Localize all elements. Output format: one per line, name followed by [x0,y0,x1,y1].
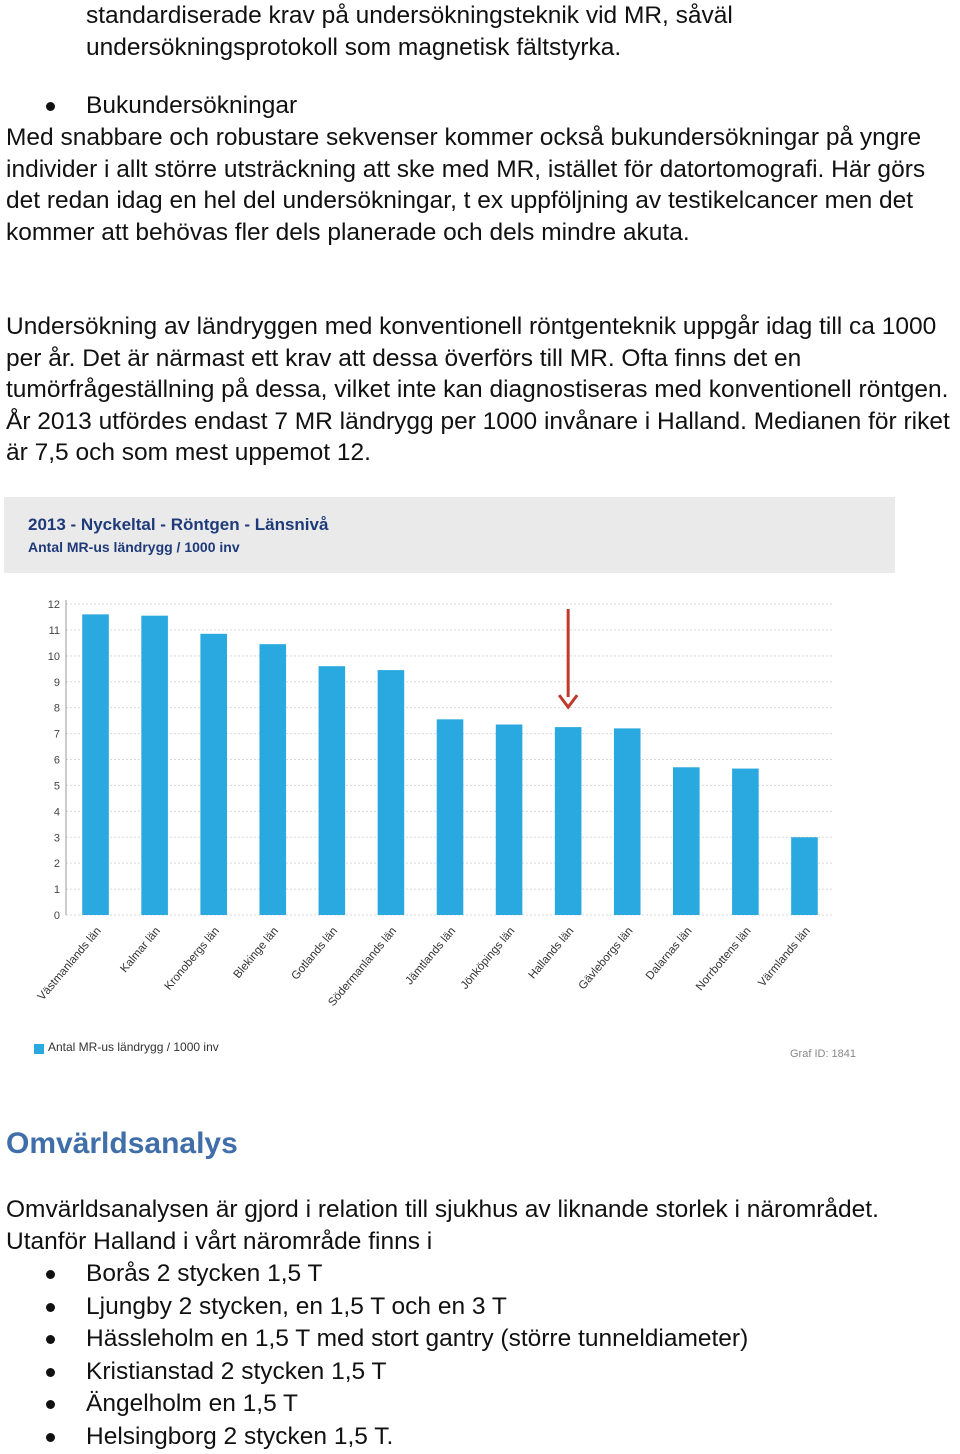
list-item [0,1421,748,1454]
list-item-text: Kristianstad 2 stycken 1,5 T [86,1357,387,1385]
paragraph-landrygg: Undersökning av ländryggen med konventionell röntgenteknik uppgår idag till ca 1000 per år. Det är närmast ett krav att dessa överförs till MR. Ofta finns det en tumörfrågeställning på dessa, vilket inte kan diagnostiseras med konventionell röntgen. År 2013 utfördes endast 7 MR ländrygg per 1000 invånare i Halland. Medianen för riket är 7,5 och som mest uppemot 12. [6,313,950,466]
bar-chart [4,497,900,1077]
legend-swatch [34,1044,44,1054]
y-tick-label: 9 [53,676,60,689]
bar [82,614,109,915]
intro-line-2: undersökningsprotokoll som magnetisk fältstyrka. [86,33,622,61]
list-item-text: Borås 2 stycken 1,5 T [86,1260,323,1287]
bullet-icon [46,1433,55,1442]
x-tick-label: Västmanlands län [35,925,104,1003]
bar [378,670,405,915]
list-item [0,1258,748,1291]
y-tick-label: 0 [53,910,60,922]
x-tick-label: Värmlands län [756,925,813,990]
y-tick-label: 1 [53,884,60,897]
y-tick-label: 6 [53,754,60,767]
chart-plot [4,497,900,1077]
section-paragraph: Omvärldsanalysen är gjord i relation till sjukhus av liknande storlek i närområdet. Utanför Halland i vårt närområde finns i [6,1196,879,1255]
list-item [0,1323,748,1356]
legend-label: Antal MR-us ländrygg / 1000 inv [48,1040,219,1054]
chart-title: 2013 - Nyckeltal - Röntgen - Länsnivå [28,515,329,534]
location-list [0,1258,748,1454]
x-tick-label: Kronobergs län [162,925,222,993]
list-item-text: Helsingborg 2 stycken 1,5 T. [86,1422,394,1450]
bar [673,767,700,915]
list-item [0,1356,748,1389]
list-item [0,1291,748,1324]
list-item-text: Ljungby 2 stycken, en 1,5 T och en 3 T [86,1292,507,1320]
bullet-icon [46,1400,55,1409]
y-tick-label: 7 [53,728,60,741]
bar [437,719,464,915]
bar [791,837,818,915]
x-tick-label: Kalmar län [118,925,163,976]
bar [614,728,641,915]
y-tick-label: 10 [47,650,60,663]
list-item-text: Hässleholm en 1,5 T med stort gantry (större tunneldiameter) [86,1325,749,1353]
y-tick-label: 11 [48,624,60,637]
bar [319,666,346,915]
bullet-icon [46,1303,55,1312]
x-tick-label: Gävleborgs län [576,925,636,993]
bullet-body: Med snabbare och robustare sekvenser kommer också bukundersökningar på yngre individer i allt större utsträckning att ske med MR, istället för datortomografi. Här görs det redan idag en hel del undersökningar, t ex uppföljning av testikelcancer men det kommer att behövas fler dels planerade och dels mindre akuta. [6,124,926,246]
y-tick-label: 4 [53,806,60,819]
y-tick-label: 3 [53,832,60,845]
x-tick-label: Norrbottens län [693,925,754,994]
bar [141,616,168,915]
graph-id: Graf ID: 1841 [790,1048,857,1060]
bullet-title: Bukundersökningar [86,92,298,119]
bar [496,725,523,915]
list-item [0,1388,748,1421]
bar [259,644,286,915]
bar [200,634,227,915]
x-tick-label: Blekinge län [231,925,282,981]
bullet-icon [46,1368,55,1377]
bar [555,727,582,915]
intro-text [86,0,956,63]
bullet-icon [46,1270,55,1279]
intro-line-1: standardiserade krav på undersökningsteknik vid MR, såväl [86,2,733,29]
y-tick-label: 12 [47,599,60,611]
bullet-icon [46,102,55,111]
y-tick-label: 5 [53,780,60,793]
x-tick-label: Gotlands län [289,925,341,983]
list-item-text: Ängelholm en 1,5 T [86,1390,299,1418]
y-tick-label: 8 [53,702,60,715]
x-tick-label: Jämtlands län [403,925,459,988]
chart-subtitle: Antal MR-us ländrygg / 1000 inv [28,539,240,555]
x-tick-label: Hallands län [526,925,577,982]
y-tick-label: 2 [53,858,60,871]
x-tick-label: Jönköpings län [458,925,518,992]
bar [732,769,759,915]
section-heading: Omvärldsanalys [6,1127,238,1160]
x-tick-label: Södermanlands län [326,925,400,1009]
x-tick-label: Dalarnas län [643,925,695,983]
bullet-icon [46,1335,55,1344]
